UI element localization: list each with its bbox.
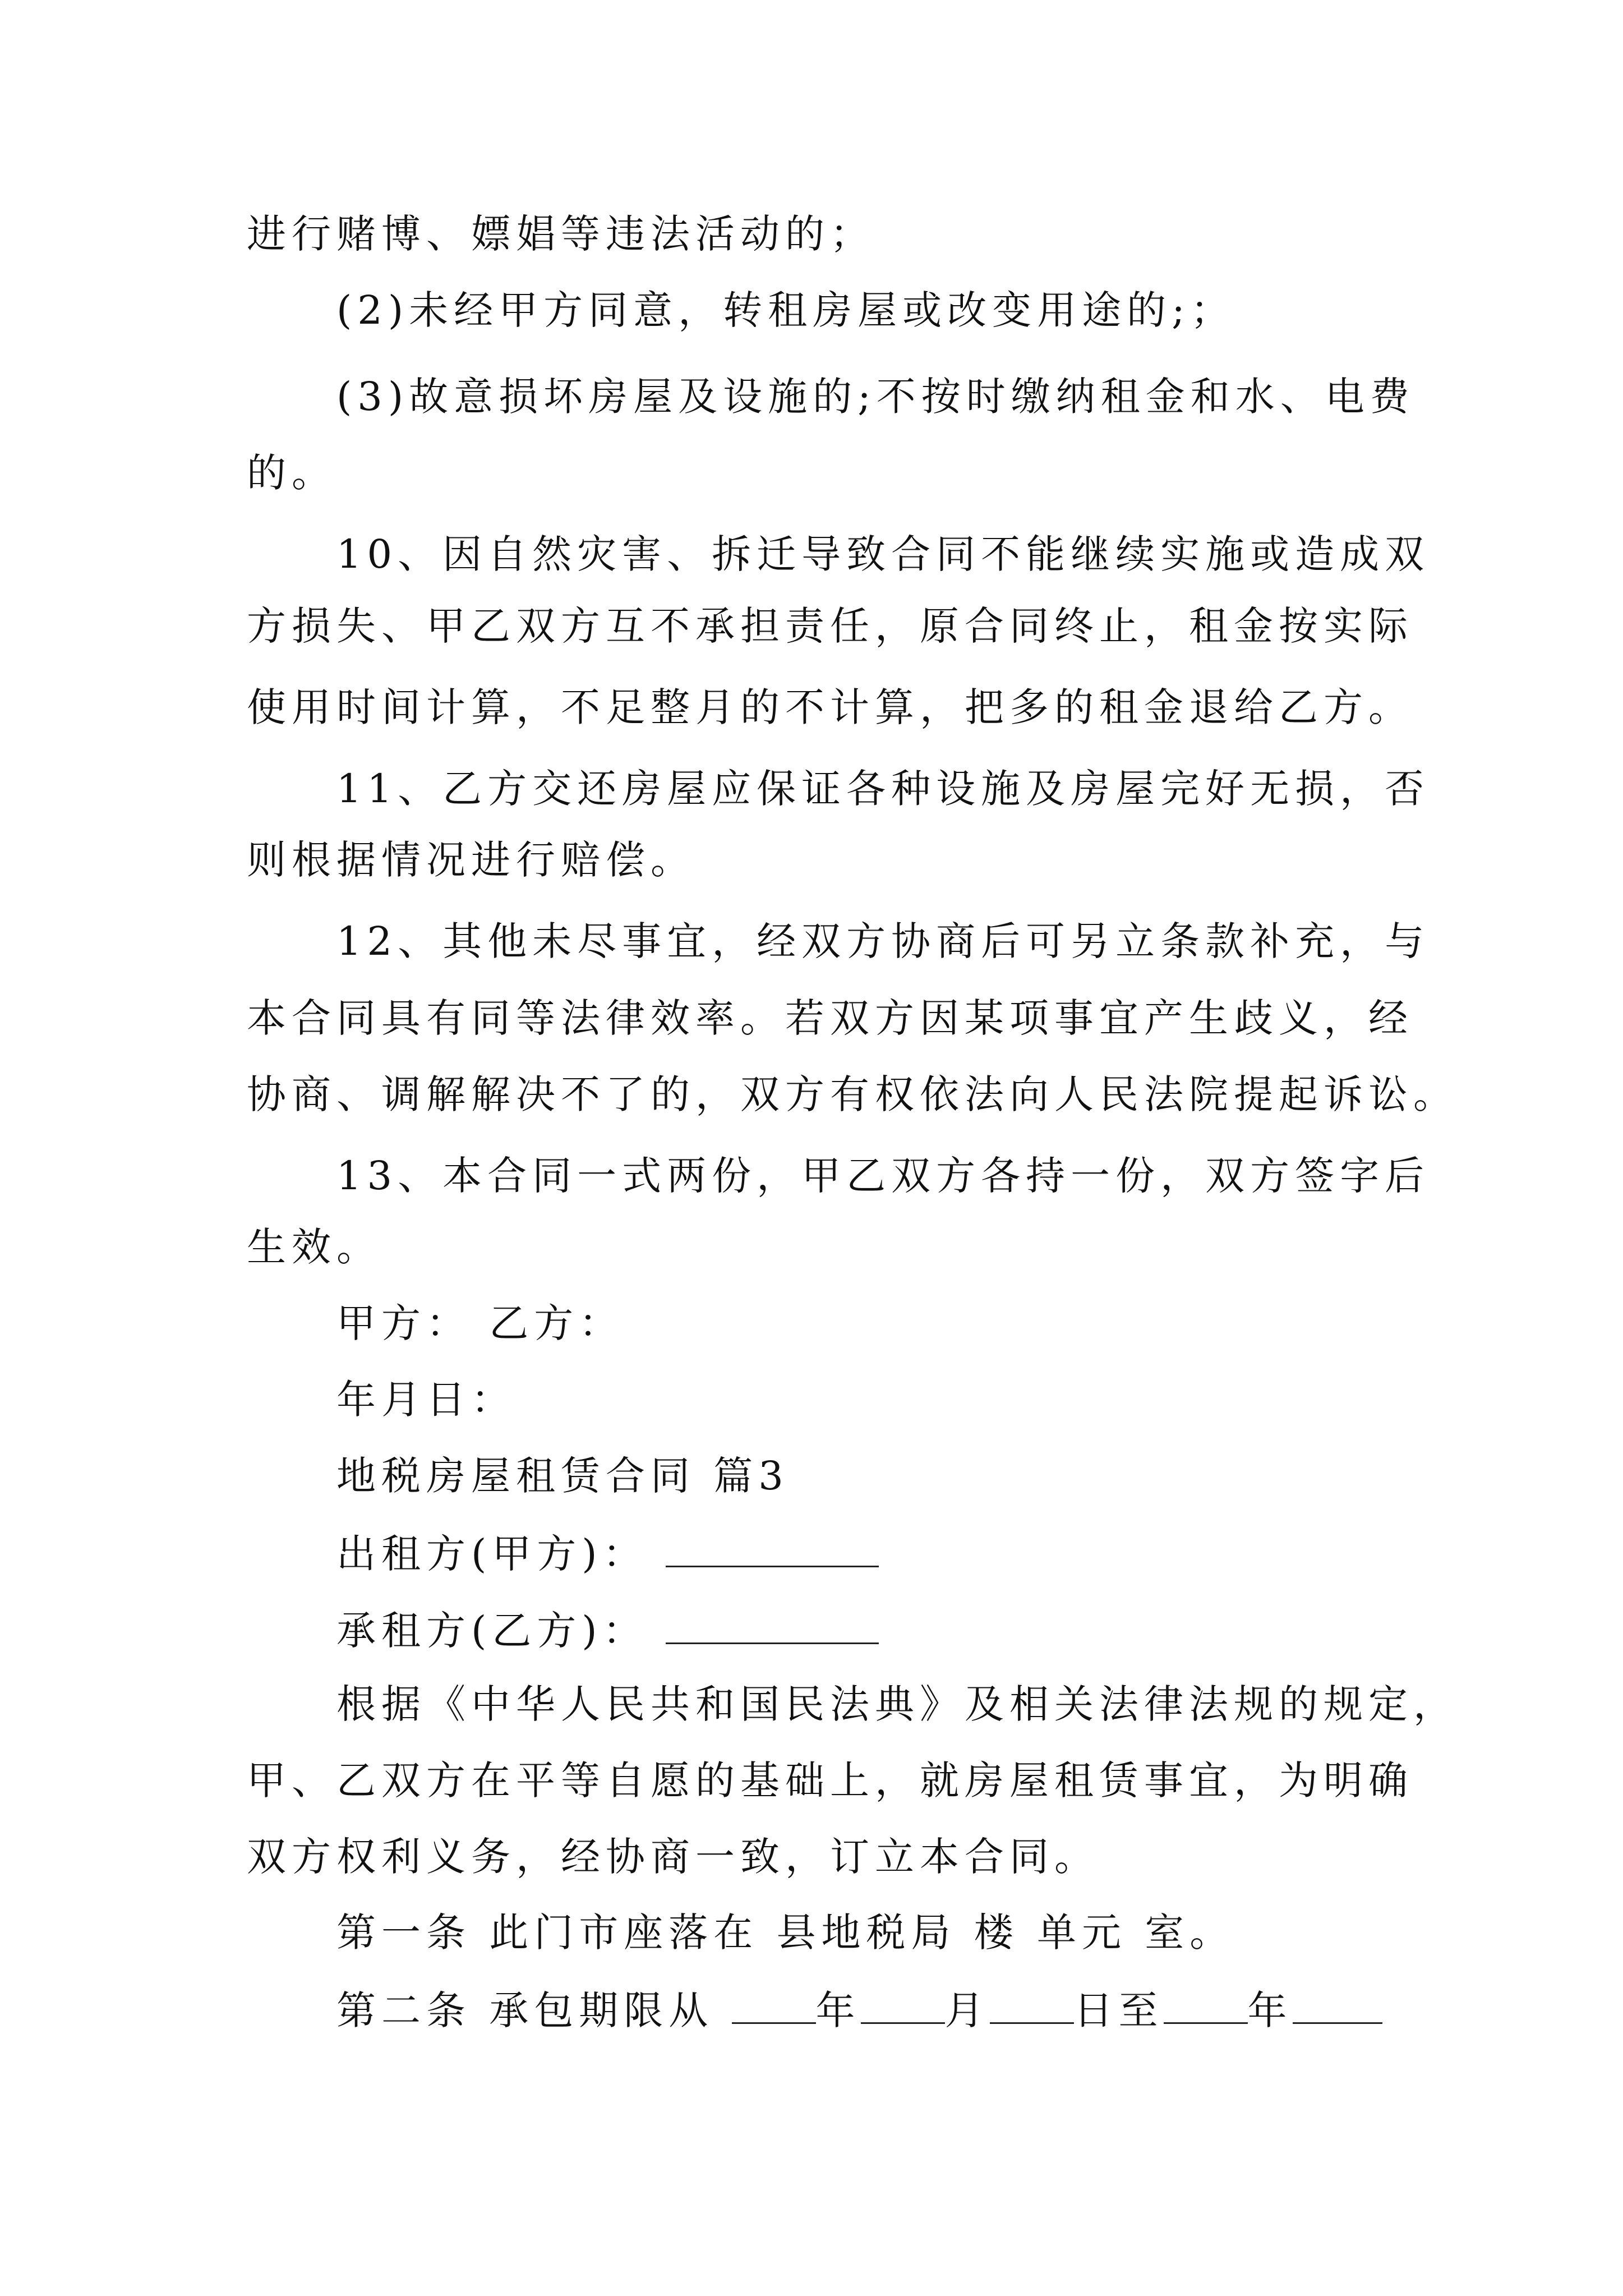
- text-line: (3)故意损坏房屋及设施的;不按时缴纳租金和水、电费: [336, 374, 1415, 420]
- section-heading: 地税房屋租赁合同 篇3: [336, 1453, 789, 1499]
- lessee-blank: [666, 1603, 879, 1644]
- blank-year-end: [1164, 1983, 1248, 2024]
- blank-month-end: [1293, 1983, 1382, 2024]
- blank-month-start: [861, 1983, 945, 2024]
- text-line: 则根据情况进行赔偿。: [247, 837, 695, 883]
- text-line: 生效。: [247, 1224, 381, 1270]
- text-line: 双方权利义务，经协商一致，订立本合同。: [247, 1834, 1099, 1880]
- article-two-label: 第二条 承包期限从: [336, 1987, 714, 2033]
- day-to-label: 日至: [1073, 1987, 1164, 2033]
- lessor-line: [336, 1526, 879, 1579]
- text-line: (2)未经甲方同意，转租房屋或改变用途的;；: [336, 287, 1235, 333]
- lessor-label: 出租方(甲方)：: [336, 1531, 648, 1577]
- signature-line: 甲方： 乙方：: [336, 1300, 624, 1346]
- year-label-end: 年: [1247, 1987, 1293, 2033]
- text-line: 使用时间计算，不足整月的不计算，把多的租金退给乙方。: [247, 684, 1413, 730]
- text-line: 方损失、甲乙双方互不承担责任，原合同终止，租金按实际: [247, 603, 1413, 649]
- text-line: 11、乙方交还房屋应保证各种设施及房屋完好无损，否: [336, 766, 1430, 812]
- text-line: 13、本合同一式两份，甲乙双方各持一份，双方签字后: [336, 1153, 1430, 1199]
- text-line: 本合同具有同等法律效率。若双方因某项事宜产生歧义，经: [247, 995, 1413, 1041]
- blank-day-start: [990, 1983, 1074, 2024]
- text-line: 协商、调解解决不了的，双方有权依法向人民法院提起诉讼。: [247, 1071, 1458, 1117]
- month-label: 月: [944, 1987, 990, 2033]
- article-two: [336, 1983, 1382, 2036]
- blank-year-start: [732, 1983, 816, 2024]
- year-label: 年: [815, 1987, 861, 2033]
- article-one: 第一条 此门市座落在 县地税局 楼 单元 室。: [336, 1910, 1235, 1955]
- date-line: 年月日：: [336, 1377, 516, 1423]
- text-line: 12、其他未尽事宜，经双方协商后可另立条款补充，与: [336, 918, 1430, 964]
- text-line: 进行赌博、嫖娼等违法活动的；: [247, 211, 875, 257]
- text-line: 根据《中华人民共和国民法典》及相关法律法规的规定，: [336, 1681, 1458, 1727]
- text-line: 10、因自然灾害、拆迁导致合同不能继续实施或造成双: [336, 531, 1430, 577]
- lessor-blank: [666, 1526, 879, 1567]
- text-line: 甲、乙双方在平等自愿的基础上，就房屋租赁事宜，为明确: [247, 1757, 1413, 1803]
- text-line: 的。: [247, 450, 336, 496]
- lessee-label: 承租方(乙方)：: [336, 1608, 648, 1654]
- lessee-line: [336, 1603, 879, 1656]
